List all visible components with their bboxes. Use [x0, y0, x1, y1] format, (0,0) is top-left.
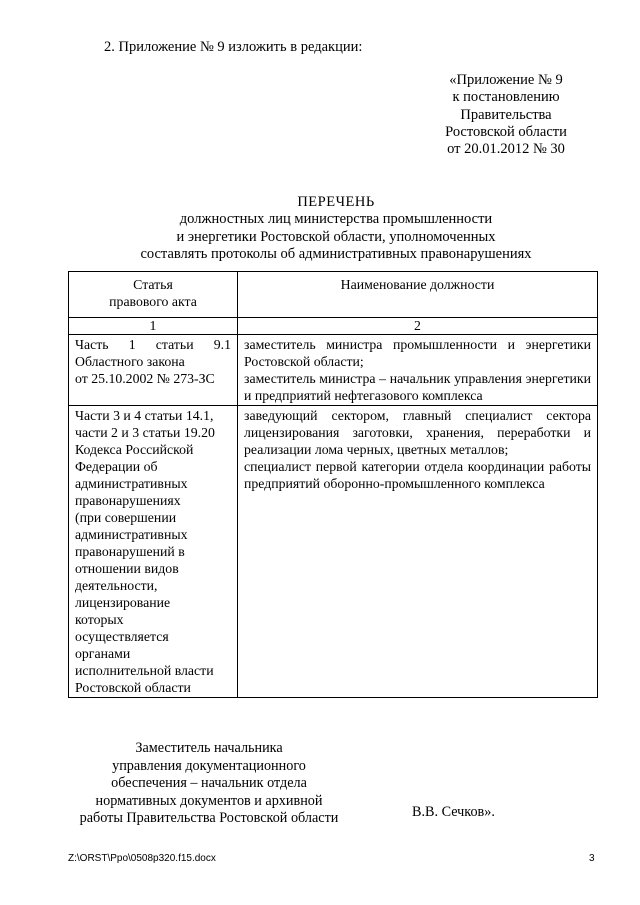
appendix-line: Правительства [460, 106, 552, 123]
appendix-line: от 20.01.2012 № 30 [447, 141, 565, 158]
amendment-item: 2. Приложение № 9 изложить в редакции: [104, 39, 363, 55]
heading-line: и энергетики Ростовской области, уполномоченных [176, 228, 496, 245]
article-line: административных [75, 527, 188, 542]
article-line: Федерации об [75, 459, 158, 474]
header-article-line: правового акта [109, 294, 197, 309]
article-line: Части 3 и 4 статьи 14.1, [75, 408, 214, 423]
article-line: правонарушений в [75, 544, 185, 559]
position-entry: заведующий сектором, главный специалист сектора лицензирования заготовки, хранения, переработки и реализации лома черных, цветных металлов; [244, 408, 591, 457]
appendix-line: Ростовской области [445, 123, 567, 140]
article-line: лицензирование [75, 595, 171, 610]
appendix-reference [420, 72, 592, 158]
position-cell [238, 335, 598, 406]
signatory-name: В.В. Сечков». [412, 804, 495, 820]
article-line: административных [75, 476, 188, 491]
header-article [69, 272, 238, 318]
header-article-line: Статья [133, 277, 173, 292]
column-number: 1 [69, 318, 238, 335]
article-line: исполнительной власти [75, 663, 214, 678]
article-line: Областного закона [75, 354, 185, 369]
article-line: правонарушениях [75, 493, 181, 508]
position-cell [238, 406, 598, 698]
table-row [69, 335, 598, 406]
heading-line: составлять протоколы об административных правонарушениях [140, 245, 532, 262]
footer-file-path: Z:\ORST\Ppo\0508p320.f15.docx [68, 853, 216, 864]
article-line: Часть 1 статьи 9.1 [75, 337, 231, 352]
article-cell [69, 335, 238, 406]
article-line: органами [75, 646, 131, 661]
appendix-line: к постановлению [452, 89, 560, 106]
article-line: которых [75, 612, 124, 627]
signature-line: управления документационного [112, 757, 306, 774]
heading-line: должностных лиц министерства промышленности [179, 211, 493, 228]
table-row [69, 406, 598, 698]
article-line: (при совершении [75, 510, 177, 525]
appendix-line: «Приложение № 9 [449, 72, 563, 88]
signature-line: Заместитель начальника [135, 740, 283, 756]
column-number: 2 [238, 318, 598, 335]
position-entry: заместитель министра промышленности и энергетики Ростовской области; [244, 337, 591, 369]
position-entry: заместитель министра – начальник управления энергетики и предприятий нефтегазового комплекса [244, 371, 591, 403]
article-cell [69, 406, 238, 698]
header-position: Наименование должности [238, 272, 598, 318]
list-heading [96, 194, 576, 263]
signature-line: обеспечения – начальник отдела [111, 775, 307, 791]
position-entry: специалист первой категории отдела координации работы предприятий оборонно-промышленного комплекса [244, 459, 591, 491]
table-header-row [69, 272, 598, 318]
signature-line: нормативных документов и архивной [95, 792, 323, 809]
article-line: части 2 и 3 статьи 19.20 [75, 425, 215, 440]
article-line: Ростовской области [75, 680, 191, 695]
article-line: деятельности, [75, 578, 158, 593]
page-number: 3 [589, 853, 595, 864]
heading-title: ПЕРЕЧЕНЬ [297, 194, 375, 210]
article-line: от 25.10.2002 № 273-ЗС [75, 371, 215, 386]
officials-table [68, 271, 598, 698]
column-number-row [69, 318, 598, 335]
article-line: отношении видов [75, 561, 179, 576]
signature-block [70, 740, 348, 828]
signature-line: работы Правительства Ростовской области [79, 810, 339, 826]
article-line: осуществляется [75, 629, 169, 644]
article-line: Кодекса Российской [75, 442, 194, 457]
